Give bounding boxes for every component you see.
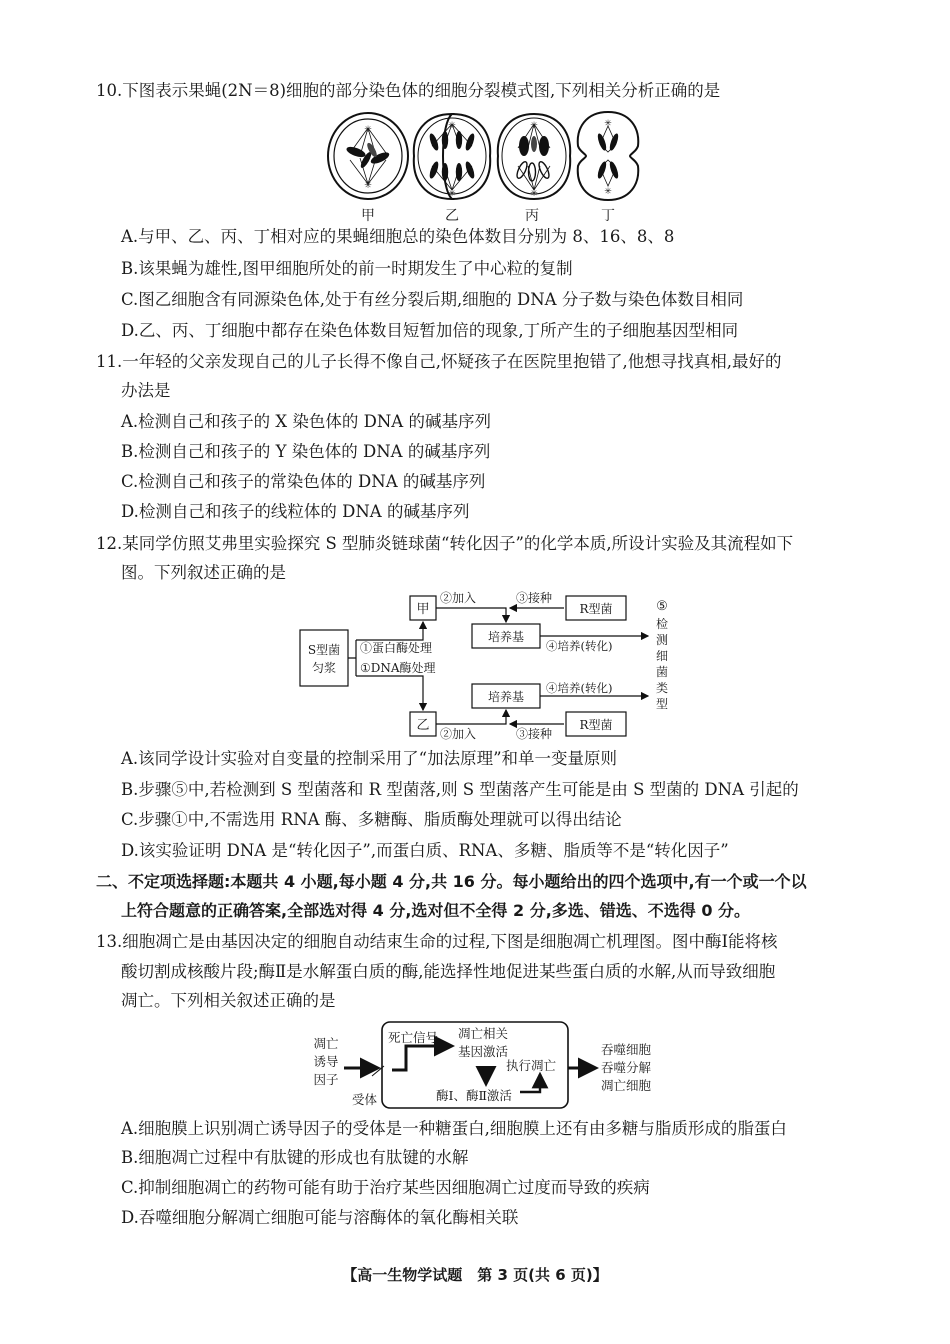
dnase-label: ①DNA酶处理 bbox=[360, 661, 436, 675]
step5-c3: 细 bbox=[655, 649, 669, 663]
svg-text:✳: ✳ bbox=[364, 125, 372, 135]
source-box-line2: 匀浆 bbox=[311, 661, 337, 675]
medium-bottom: 培养基 bbox=[487, 690, 525, 704]
step5-c4: 菌 bbox=[655, 665, 669, 679]
source-box-line1: S型菌 bbox=[307, 643, 341, 657]
cell-jia bbox=[328, 113, 408, 199]
step5-c6: 型 bbox=[655, 697, 669, 711]
q11-option-b: B.检测自己和孩子的 Y 染色体的 DNA 的碱基序列 bbox=[121, 442, 491, 461]
inoculate-label-bottom: ③接种 bbox=[516, 727, 553, 741]
section2-line2: 上符合题意的正确答案,全部选对得 4 分,选对但不全得 2 分,多选、错选、不选得 0 分。 bbox=[121, 901, 751, 920]
enzymes-label: 酶Ⅰ、酶Ⅱ激活 bbox=[436, 1088, 512, 1103]
cell-division-figure bbox=[320, 108, 650, 226]
q12-option-a: A.该同学设计实验对自变量的控制采用了“加法原理”和单一变量原则 bbox=[121, 749, 618, 768]
culture-bottom: ④培养(转化) bbox=[546, 681, 613, 695]
step5-num: ⑤ bbox=[656, 599, 668, 614]
q10-option-d: D.乙、丙、丁细胞中都存在染色体数目短暂加倍的现象,丁所产生的子细胞基因型相同 bbox=[121, 321, 739, 340]
gene-label-line2: 基因激活 bbox=[458, 1044, 509, 1059]
q10-option-b: B.该果蝇为雄性,图甲细胞所处的前一时期发生了中心粒的复制 bbox=[121, 259, 573, 278]
svg-text:✳: ✳ bbox=[604, 187, 612, 197]
transformation-flow-diagram bbox=[296, 588, 686, 744]
step5-c5: 类 bbox=[655, 681, 669, 695]
r-strain-bottom: R型菌 bbox=[579, 718, 613, 732]
q12-stem-line1: 12.某同学仿照艾弗里实验探究 S 型肺炎链球菌“转化因子”的化学本质,所设计实验及其流程如下 bbox=[96, 534, 794, 553]
q13-option-c: C.抑制细胞凋亡的药物可能有助于治疗某些因细胞凋亡过度而导致的疾病 bbox=[121, 1178, 650, 1197]
add-label-bottom: ②加入 bbox=[440, 727, 477, 741]
phago-line2: 吞噬分解 bbox=[600, 1060, 652, 1075]
q13-stem-line2: 酸切割成核酸片段;酶Ⅱ是水解蛋白质的酶,能选择性地促进某些蛋白质的水解,从而导致细胞 bbox=[121, 962, 776, 981]
svg-text:✳: ✳ bbox=[530, 189, 538, 199]
yi-box: 乙 bbox=[416, 718, 430, 733]
cell-ding bbox=[578, 112, 639, 200]
q11-option-d: D.检测自己和孩子的线粒体的 DNA 的碱基序列 bbox=[121, 502, 470, 521]
q12-option-b: B.步骤⑤中,若检测到 S 型菌落和 R 型菌落,则 S 型菌落产生可能是由 S 型菌的 DNA 引起的 bbox=[121, 780, 799, 799]
q12-stem-line2: 图。下列叙述正确的是 bbox=[121, 563, 286, 582]
cell-label-ding: 丁 bbox=[601, 208, 615, 224]
execute-label: 执行凋亡 bbox=[506, 1058, 557, 1073]
add-label-top: ②加入 bbox=[440, 591, 477, 605]
phago-line3: 凋亡细胞 bbox=[600, 1078, 652, 1093]
q13-stem-line3: 凋亡。下列相关叙述正确的是 bbox=[121, 991, 336, 1010]
svg-text:✳: ✳ bbox=[604, 119, 612, 129]
cell-label-bing: 丙 bbox=[525, 208, 539, 224]
q11-stem-line2: 办法是 bbox=[121, 381, 171, 400]
gene-label-line1: 凋亡相关 bbox=[458, 1026, 509, 1041]
q13-option-b: B.细胞凋亡过程中有肽键的形成也有肽键的水解 bbox=[121, 1148, 469, 1167]
phago-line1: 吞噬细胞 bbox=[600, 1042, 652, 1057]
q13-stem-line1: 13.细胞凋亡是由基因决定的细胞自动结束生命的过程,下图是细胞凋亡机理图。图中酶Ⅰ能将核 bbox=[96, 932, 778, 951]
cell-bing bbox=[498, 114, 570, 199]
svg-text:✳: ✳ bbox=[364, 181, 372, 191]
q11-option-a: A.检测自己和孩子的 X 染色体的 DNA 的碱基序列 bbox=[121, 412, 491, 431]
protease-label: ①蛋白酶处理 bbox=[360, 641, 433, 655]
svg-text:✳: ✳ bbox=[448, 121, 456, 131]
death-signal-label: 死亡信号 bbox=[388, 1030, 439, 1045]
medium-top: 培养基 bbox=[487, 630, 525, 644]
q10-stem: 10.下图表示果蝇(2N＝8)细胞的部分染色体的细胞分裂模式图,下列相关分析正确的是 bbox=[96, 81, 721, 100]
q12-option-d: D.该实验证明 DNA 是“转化因子”,而蛋白质、RNA、多糖、脂质等不是“转化因子” bbox=[121, 841, 729, 860]
q12-option-c: C.步骤①中,不需选用 RNA 酶、多糖酶、脂质酶处理就可以得出结论 bbox=[121, 810, 622, 829]
inducer-line3: 因子 bbox=[313, 1072, 339, 1087]
apoptosis-mechanism-diagram bbox=[306, 1018, 676, 1112]
svg-text:✳: ✳ bbox=[448, 189, 456, 199]
inducer-line2: 诱导 bbox=[313, 1054, 339, 1069]
cell-label-jia: 甲 bbox=[361, 208, 375, 224]
step5-c1: 检 bbox=[655, 617, 669, 631]
jia-box: 甲 bbox=[416, 602, 430, 617]
cell-yi bbox=[414, 114, 490, 199]
cell-label-yi: 乙 bbox=[445, 208, 459, 224]
receptor-label: 受体 bbox=[352, 1092, 378, 1107]
page-footer: 【高一生物学试题 第 3 页(共 6 页)】 bbox=[342, 1266, 608, 1284]
q10-option-c: C.图乙细胞含有同源染色体,处于有丝分裂后期,细胞的 DNA 分子数与染色体数目相同 bbox=[121, 290, 744, 309]
svg-text:✳: ✳ bbox=[530, 121, 538, 131]
q11-stem-line1: 11.一年轻的父亲发现自己的儿子长得不像自己,怀疑孩子在医院里抱错了,他想寻找真相,最好的 bbox=[96, 352, 782, 371]
step5-c2: 测 bbox=[655, 633, 669, 647]
q11-option-c: C.检测自己和孩子的常染色体的 DNA 的碱基序列 bbox=[121, 472, 486, 491]
q10-option-a: A.与甲、乙、丙、丁相对应的果蝇细胞总的染色体数目分别为 8、16、8、8 bbox=[121, 227, 675, 246]
q13-option-a: A.细胞膜上识别凋亡诱导因子的受体是一种糖蛋白,细胞膜上还有由多糖与脂质形成的脂蛋白 bbox=[121, 1119, 787, 1138]
section2-line1: 二、不定项选择题:本题共 4 小题,每小题 4 分,共 16 分。每小题给出的四个选项中,有一个或一个以 bbox=[96, 872, 807, 891]
culture-top: ④培养(转化) bbox=[546, 639, 613, 653]
inoculate-label-top: ③接种 bbox=[516, 591, 553, 605]
inducer-line1: 凋亡 bbox=[313, 1036, 339, 1051]
r-strain-top: R型菌 bbox=[579, 602, 613, 616]
q13-option-d: D.吞噬细胞分解凋亡细胞可能与溶酶体的氧化酶相关联 bbox=[121, 1208, 519, 1227]
